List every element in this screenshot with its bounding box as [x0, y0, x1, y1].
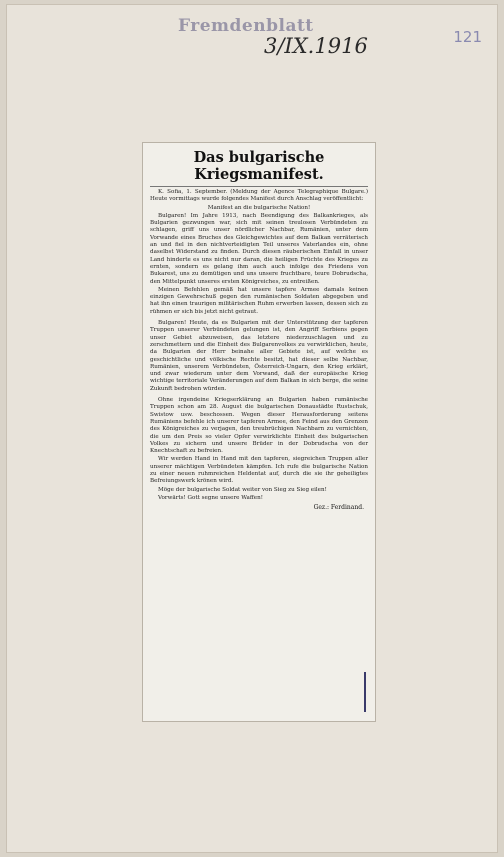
newspaper-stamp: Fremdenblatt — [178, 16, 314, 36]
manifest-title: Manifest an die bulgarische Nation! — [207, 204, 311, 211]
article-paragraph: Wir werden Hand in Hand mit den tapferen, siegreichen Truppen aller unserer mächtigen Verbündeten kämpfen. Ich rufe die bulgarische Nation zu einer neuen ruhmreichen Heldentat auf, durch die sie ihr geheiligtes Befreiungswerk krönen wird. — [150, 456, 368, 485]
article-paragraph: Bulgaren! Im Jahre 1913, nach Beendigung des Balkankrieges, als Bulgarien gezwungen war, sich mit seinen treulosen Verbündeten zu schlagen, griff uns unser nördlicher Nachbar, Rumänien, unter dem Vorwande eines Bruches des Gleichgewichtes auf dem Balkan verräterisch an und fiel in den nichtverteidigten Teil unseres Vaterlandes ein, ohne daselbst Widerstand zu finden. Durch diesen räuberischen Einfall in unser Land hinderte es uns nicht nur daran, die heiligen Früchte des Krieges zu ernten, sondern es gelang ihm auch auch infolge des Friedens von Bukarest, uns zu demütigen und uns unsere fruchtbare, teure Dobrudscha, den Mittelpunkt unseres ersten Königreiches, zu entreißen. — [150, 212, 368, 285]
newspaper-clipping — [142, 142, 376, 722]
article-paragraph: K. Sofia, 1. September. (Meldung der Agence Telegraphique Bulgare.) Heute vormittags wurde folgendes Manifest durch Anschlag veröffentlicht: — [150, 189, 368, 203]
archive-page — [6, 4, 498, 853]
page-number: 121 — [453, 28, 482, 46]
article-paragraph: Ohne irgendeine Kriegserklärung an Bulgarien haben rumänische Truppen schon am 28. August die bulgarischen Donaustädte Rustschuk, Swistow usw. beschossen. Wegen dieser Herausforderung seitens Rumäniens befehle ich unserer tapferen Armee, den Feind aus den Grenzen des Königreiches zu verjagen, den treubrüchigen Nachbarn zu vernichten, die um den Preis so vieler Opfer verwirklichte Einheit des bulgarischen Volkes zu sichern und unsere Brüder in der Dobrudscha von der Knechtschaft zu befreien. — [150, 397, 368, 455]
article-paragraph: Möge der bulgarische Soldat weiter von Sieg zu Sieg eilen! — [158, 486, 327, 493]
article-headline: Das bulgarische Kriegsmanifest. — [150, 149, 368, 187]
margin-pencil-mark — [364, 672, 366, 712]
article-paragraph: Bulgaren! Heute, da es Bulgarien mit der Unterstützung der tapferen Truppen unserer Verbündeten gelungen ist, den Angriff Serbiens gegen unser Gebiet abzuweisen, das letztere niederzuschlagen und zu zerschmettern und die Einheit des Bulgarenvolkes zu verwirklichen, heute, da Bulgarien der Herr beinahe aller Gebiete ist, auf welche es geschichtliche und völkische Rechte besitzt, hat dieser selbe Nachbar, Rumänien, unserem Verbündeten, Österreich-Ungarn, den Krieg erklärt, und zwar wiederum unter dem Vorwand, daß der europäische Krieg wichtige territoriale Veränderungen auf dem Balkan in sich berge, die seine Zukunft bedrohen würden. — [150, 320, 368, 392]
article-paragraph: Meinen Befehlen gemäß hat unsere tapfere Armee damals keinen einzigen Gewehrschuß gegen den rumänischen Soldaten abgegeben und hat ihn einen traurigen militärischen Ruhm erwerben lassen, dessen sich zu rühmen er sich bis jetzt nicht getraut. — [150, 286, 368, 315]
handwritten-date: 3/IX.1916 — [264, 34, 368, 58]
article-paragraph: Vorwärts! Gott segne unsere Waffen! — [158, 494, 263, 501]
article-signature: Gez.: Ferdinand. — [313, 504, 364, 512]
